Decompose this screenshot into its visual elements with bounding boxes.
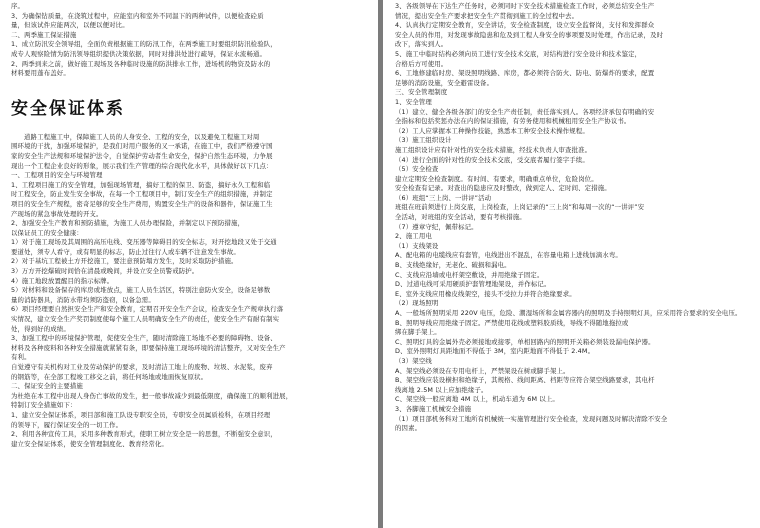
text-line: 2、利用各种宣传工具，采用多种教育形式，使职工树立安全是一的思想，不断强安全意识， [11,430,277,439]
text-line: （1）建立、健全各级各部门的安全生产责任制，责任落实到人。各项经济承包有明确的安 [395,107,655,116]
text-line: 5、施工中临时结构必须向员工进行安全技术交底，对结构进行安全设计和技术鉴定， [395,49,642,58]
text-line: 处，得到好的成绩。 [11,324,70,333]
text-line: 家的安全生产法规和环境保护法令，自觉保护劳动者生命安全，保护自然生态环境，力争展 [11,151,273,160]
text-line: 道路工程施工中，保障施工人员的人身安全、工程的安全，以及避免工程施工对周 [24,132,260,141]
text-line: B、照明导线应用绝缘子固定。严禁使用花线或塑料胶质线，导线不得随地拖拉或 [395,318,629,327]
text-line: 量，但该试件应能两次，以便以便对比。 [11,21,129,30]
text-line: 线离地 2.5M 以上应加绝缘子。 [395,385,488,394]
text-line: E、室外支线应用橡皮线架空，接头不受拉力并符合绝缘要求。 [395,289,576,298]
text-line: 三、安全管理制度 [395,88,448,97]
text-line: 时工程安全，防止发生安全事故，在每一个工程项目中，制订安全生产的组织措施，并制定 [11,190,273,199]
text-line: 二、保证安全的主要措施 [11,382,83,391]
text-line: 合格后方可使用。 [395,59,448,68]
text-line: C、架空线一般应离地 4M 以上，机动车道为 6M 以上。 [395,395,559,404]
text-line: 有利。 [11,353,31,362]
text-line: 1）对于施工现场及其周围的高压电线、变压器等障碍目的安全标志，对开挖地段又处于交通 [11,238,277,247]
text-line: 2、两季到来之前，做好施工现场及各种临时设施的防洪排水工作，进场机的物资及防水的 [11,59,271,68]
text-line: 的钢筋等，在全部工程竣工移交之前，将任何场地或地面恢复原状。 [11,372,208,381]
text-line: 一、工程项目的安全与环境管理 [11,171,103,180]
text-line: 二、两季施工保证措施 [11,30,77,39]
text-line: 围环境的干扰，加强环境保护，是我们对用户服务的又一承诺，在施工中，我们严格遵守国 [11,142,273,151]
text-line: 施工组织设计应有针对性的安全技术措施，经技术负责人审查批准。 [395,145,592,154]
text-line: 1、安全管理 [395,97,432,106]
text-line: 特制订安全措施如下： [11,401,77,410]
text-line: C、照明灯具的金属外壳必须接地或接零，单相回路内的照明开关箱必须装设漏电保护器。 [395,337,655,346]
text-line: 1、工程项目施工的安全管理，加强现场管理，搞好工程的保卫、防盗，搞好永久工程和临 [11,180,271,189]
text-line: 自觉遵守有关机构对工业及劳动保护的要求，及时清洁工地上的废物、垃圾、水泥浆，废弃 [11,363,273,371]
text-line: 5）对材料和设备保存的库房或堆放点，施工人员生活区，特别注意防火安全，设备足够数 [11,286,271,295]
body-paragraphs [395,2,750,434]
document-page-left [0,0,378,528]
text-line: 全指标和包括奖惩办法在内的保证措施，有劳务使用和机械租用安全生产协议书。 [395,117,631,126]
text-line: D、过道电线可采用硬质护套管埋地架设，并作标记。 [395,280,551,289]
text-line: 1、成立防汛安全领导组，全面负责根据施工的防汛工作，在两季施工时要组织防汛检验队， [11,40,277,49]
text-line: 的领导下，履行保证安全的一切工作。 [11,420,123,429]
text-line: 2、施工用电 [395,232,432,241]
section-title: 安全保证体系 [11,98,125,119]
text-line: 序。 [11,2,25,10]
text-line: 安全检查有记录。对查出的隐患应及时整改，做到定人、定时间、定措施。 [395,184,611,193]
text-line: （3）施工组织设计 [395,136,452,145]
text-line: （1）项目部机务科对工地所有机械统一实施管理进行安全检查，发现问题及时解决清除不安全 [395,414,668,423]
text-line: （2）工人应掌握本工种操作技能，熟悉本工种安全技术操作规程。 [395,126,589,135]
text-line: 改下，落实到人。 [395,40,448,49]
text-line: 班组在班前须进行上岗交底，上岗检查，上岗记录的“三上岗”和每周一次的“一讲评”安 [395,203,645,212]
text-line: 安全人员的作用，对发现事故隐患和危及到工程人身安全的事项要及时处理，作出记录，及时 [395,30,664,39]
text-line: 材料及各种废料和各种安全措施就紧紧有条，即要保持施工现场环境的清洁整齐，又对安全生产 [11,343,286,352]
text-line: 实情况，建立安全生产奖罚制度使每个施工人员明确安全生产的责任，使安全生产有耐有制实 [11,315,280,324]
text-line: 绑在脚手架上。 [395,328,441,337]
text-line: 项目的安全生产规程，密奇足够的安全生产费用，购置安全生产的设备和器件，保证施工生 [11,199,273,208]
text-line: 2）对于基坑工程被土方开挖施工，要注意预防塌方发生，及时采取防护措施。 [11,257,238,266]
text-line: 产现场的紧急事故处理的开支。 [11,209,103,218]
text-line: 3、为确保钻质量，在浇筑过程中，应能室内和室外不同温下的两种试件，以便检查砼质 [11,11,264,20]
text-line: 的因素。 [395,424,422,433]
text-line: A、一般场所照明采用 220V 电压，危险、潮湿场所和金属容器内的照明及手持照明灯具，应采用符合要求的安全电压。 [395,309,742,317]
text-line: 要道处，须专人看守，或有明显的标志，防止过往行人或车辆不注意发生事故。 [11,247,240,256]
text-line: 量的消防器具，消防水带均须防盗窃，以备急需。 [11,295,155,304]
text-line: 3、加强工程中的环境保护管理，促使安全生产，随时清除施工场地不必要的障碍物、设备、 [11,334,277,343]
text-line: 全活动，对班组的安全活动，要有考核措施。 [395,213,526,222]
text-line: 6）项目经理要自然担安全生产和安全教育，定期召开安全生产会议，检查安全生产规章执行落 [11,305,284,314]
text-line: 建立安全保证体系，使安全管理制度化、教育经常化。 [11,439,168,448]
text-line: （6）班组“三上岗、一讲评”活动 [395,193,492,202]
text-line: 2、加强安全生产教育和预防措施，为施工人员办理保险，并制定以下预防措施， [11,219,245,228]
text-line: C、支线应沿墙或电杆架空敷设，并用绝缘子固定。 [395,270,544,279]
text-line: 建立定期安全检查制度。有时间、有要求，明确重点单位，危险岗位。 [395,174,598,183]
text-line: 现出一个工程企业良好的形象，展示我们生产管理的综合现代化水平，具体做好以下几点： [11,161,273,170]
text-line: 3、各级领导在下达生产任务时，必须同时下安全技术措施检查工作时，必须总结安全生产 [395,2,655,10]
text-line: B、支线绝缘好，无老化、破损和漏电。 [395,261,511,270]
text-line: 情况，提出安全生产要求把安全生产贯彻到施工的全过程中去。 [395,11,579,20]
text-line: 足够的消防设施，安全避雷设备。 [395,78,494,87]
text-line: 4、认真执行定期安全教育，安全讲话，安全检查制度，设立安全监督岗，支付和发挥群众 [395,21,655,30]
body-paragraphs [11,133,368,450]
text-line: B、架空线应装设横担和绝缘子，其规格、线间距离、档距等应符合架空线路要求，其电杆 [395,376,655,385]
text-line: 1、建立安全保证体系，项目部和施工队设专职安全员，专职安全员属质检科，在项目经理 [11,410,271,419]
text-line: （3）架空线 [395,356,432,365]
text-line: （2）现场照明 [395,299,439,308]
top-paragraphs [11,2,368,79]
text-line: 以保证员工的安全健康： [11,228,83,237]
text-line: 3）万方开挖爆破时间恰在清晨或晚间，并设立安全员警戒防护。 [11,267,199,276]
text-line: 6、工地修建临时房、架设照明线路、库房，都必须符合防火、防电、防爆炸的要求，配置 [395,69,655,78]
text-line: 成专人观察险情为防汛领导组织提供决策依据，同时对排洪处进行疏导，保证水流畅通。 [11,49,267,58]
document-page-right [383,0,760,528]
text-line: 4）施工地段放置醒目的指示标牌。 [11,276,114,285]
text-line: （7）遵章守纪，佩带标记。 [395,222,478,231]
text-line: 3、各脚施工机械安全措施 [395,404,472,413]
text-line: D、室外照明灯具距地面不得低于 3M，室内距地面不得低于 2.4M。 [395,347,595,356]
text-line: （5）安全检查 [395,165,439,174]
text-line: A、配电箱的电缆线应有套管，电线进出不混乱，在容量电箱上进线加滴水弯。 [395,251,622,260]
text-line: （1）支线架设 [395,241,439,250]
text-line: A、架空线必须设在专用电杆上，严禁架设在树或脚手架上。 [395,366,570,375]
text-line: 为杜绝在本工程中出现人身伤亡事故的发生，把一般事故减少到最低限度，确保施工的顺利进展， [11,391,293,400]
text-line: （4）进行全面的针对性的安全技术交底，受交底者履行签字手续。 [395,155,589,164]
text-line: 材料要用蓬布盖好。 [11,69,70,78]
